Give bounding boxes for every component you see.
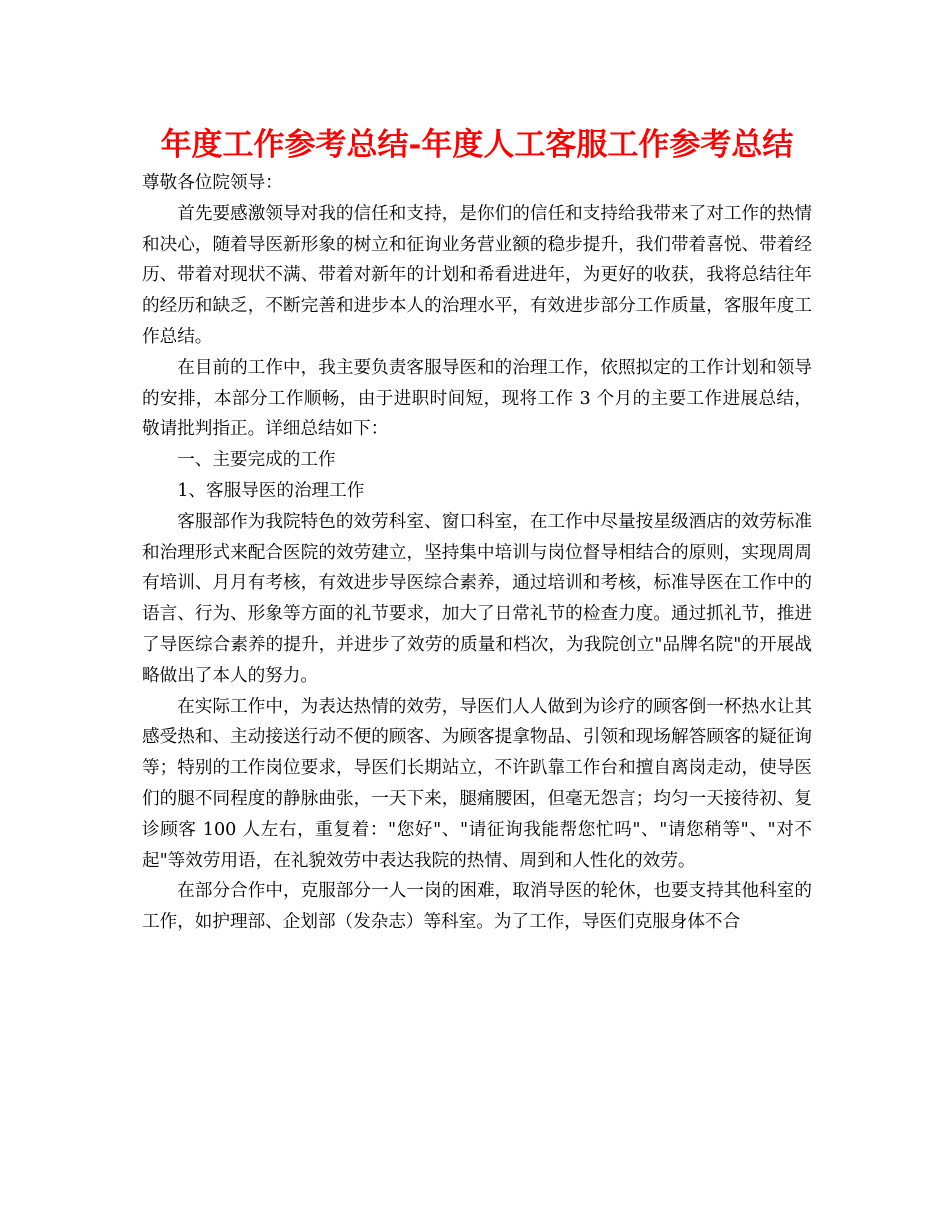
paragraph-daily-service: 在实际工作中，为表达热情的效劳，导医们人人做到为诊疗的顾客倒一杯热水让其感受热和、主动接送行动不便的顾客、为顾客提拿物品、引领和现场解答顾客的疑征询等；特别的工作岗位要求，导医们长期站立，不许趴靠工作台和擅自离岗走动，使导医们的腿不同程度的静脉曲张，一天下来，腿痛腰困，但毫无怨言；均匀一天接待初、复诊顾客 100 人左右，重复着："您好"、"请征询我能帮您忙吗"、"请您稍等"、"对不起"等效劳用语，在礼貌效劳中表达我院的热情、周到和人性化的效劳。: [142, 696, 812, 871]
paragraph-service-training: 客服部作为我院特色的效劳科室、窗口科室，在工作中尽量按星级酒店的效劳标准和治理形式来配合医院的效劳建立，坚持集中培训与岗位督导相结合的原则，实现周周有培训、月月有考核，有效进步导医综合素养，通过培训和考核，标准导医在工作中的语言、行为、形象等方面的礼节要求，加大了日常礼节的检查力度。通过抓礼节，推进了导医综合素养的提升，并进步了效劳的质量和档次，为我院创立"品牌名院"的开展战略做出了本人的努力。: [142, 511, 812, 686]
document-body: [142, 168, 812, 938]
paragraph-cooperation: 在部分合作中，克服部分一人一岗的困难，取消导医的轮休，也要支持其他科室的工作，如护理部、企划部（发杂志）等科室。为了工作，导医们克服身体不合: [142, 881, 812, 933]
paragraph-overview: 在目前的工作中，我主要负责客服导医和的治理工作，依照拟定的工作计划和领导的安排，本部分工作顺畅，由于进职时间短，现将工作 3 个月的主要工作进展总结，敬请批判指正。详细总结如下：: [142, 357, 812, 440]
subsection-heading-guide-management: 1、客服导医的治理工作: [177, 480, 365, 501]
paragraph-intro: 首先要感激领导对我的信任和支持，是你们的信任和支持给我带来了对工作的热情和决心，随着导医新形象的树立和征询业务营业额的稳步提升，我们带着喜悦、带着经历、带着对现状不满、带着对新年的计划和希看进进年，为更好的收获，我将总结往年的经历和缺乏，不断完善和进步本人的治理水平，有效进步部分工作质量，客服年度工作总结。: [142, 203, 812, 347]
section-heading-main-work: 一、主要完成的工作: [177, 450, 336, 471]
document-title: 年度工作参考总结-年度人工客服工作参考总结: [160, 127, 794, 163]
salutation: 尊敬各位院领导：: [142, 173, 283, 193]
